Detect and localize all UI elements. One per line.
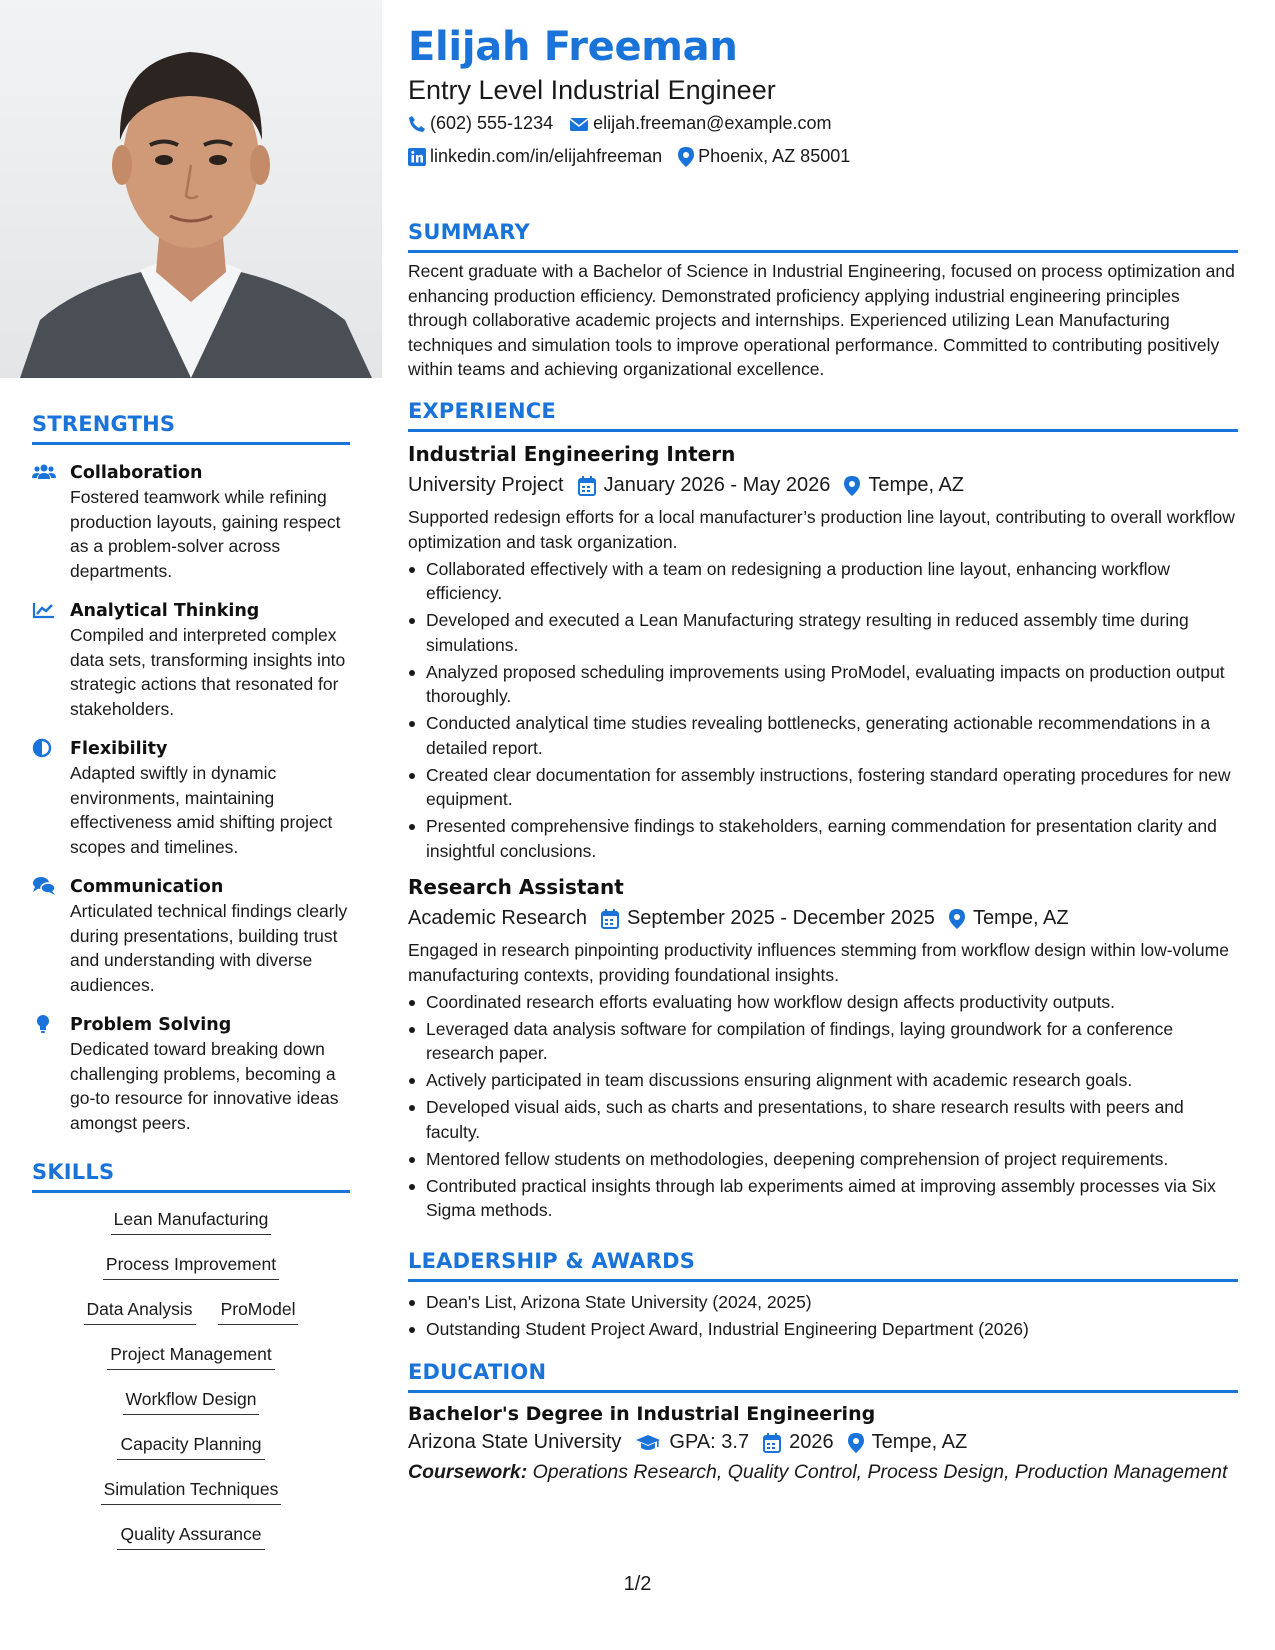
list-item: Leveraged data analysis software for compilation of findings, laying groundwork for a conference research paper.	[408, 1017, 1238, 1066]
contact-row	[408, 146, 850, 167]
job-dates: September 2025 - December 2025	[626, 907, 935, 929]
awards-heading: LEADERSHIP & AWARDS	[408, 1249, 696, 1273]
list-item: Collaborated effectively with a team on redesigning a production line layout, enhancing workflow efficiency.	[408, 557, 1238, 606]
job-org: Academic Research	[408, 907, 587, 929]
linkedin-link[interactable]: linkedin.com/in/elijahfreeman	[430, 146, 663, 166]
degree-title: Bachelor's Degree in Industrial Engineering	[408, 1403, 876, 1425]
list-item: Conducted analytical time studies revealing bottlenecks, generating actionable recommendations in a detailed report.	[408, 711, 1238, 760]
page-number: 1/2	[623, 1573, 652, 1595]
skill-tag: Simulation Techniques	[101, 1479, 282, 1505]
contact-row	[408, 113, 831, 134]
coursework-label: Coursework:	[408, 1461, 528, 1483]
map-pin-icon	[844, 476, 868, 496]
strength-title: Collaboration	[70, 463, 203, 483]
job-location: Tempe, AZ	[972, 907, 1069, 929]
job-entry	[408, 442, 1238, 863]
list-item: Presented comprehensive findings to stakeholders, earning commendation for presentation clarity and insightful conclusions.	[408, 814, 1238, 863]
list-item: Contributed practical insights through lab experiments aimed at improving assembly processes via Six Sigma methods.	[408, 1174, 1238, 1223]
section-rule	[408, 250, 1238, 253]
skill-tag: Project Management	[107, 1344, 274, 1370]
strength-item	[32, 599, 350, 721]
job-description: Supported redesign efforts for a local manufacturer’s production line layout, contributing to overall workflow optimization and task organization.	[408, 507, 1235, 552]
map-pin-icon	[848, 1433, 872, 1453]
list-item: Analyzed proposed scheduling improvements using ProModel, evaluating impacts on production output thoroughly.	[408, 660, 1238, 709]
calendar-icon	[763, 1433, 789, 1453]
experience-heading: EXPERIENCE	[408, 399, 556, 423]
calendar-icon	[578, 476, 604, 496]
section-rule	[408, 1279, 1238, 1282]
awards-list	[408, 1290, 1238, 1342]
skill-tag: ProModel	[218, 1299, 299, 1325]
map-pin-icon	[949, 909, 973, 929]
strength-description: Fostered teamwork while refining production layouts, gaining respect as a problem-solver across departments.	[70, 487, 341, 581]
strength-description: Dedicated toward breaking down challenging problems, becoming a go-to resource for innovative ideas amongst peers.	[70, 1039, 339, 1133]
skill-tag: Lean Manufacturing	[111, 1209, 272, 1235]
strength-item	[32, 461, 350, 583]
education-section	[408, 1360, 1238, 1485]
job-org: University Project	[408, 474, 564, 496]
job-bullets	[408, 557, 1238, 864]
chart-line-icon	[32, 600, 56, 620]
sidebar	[0, 0, 382, 1650]
job-title: Industrial Engineering Intern	[408, 442, 736, 466]
calendar-icon	[601, 909, 627, 929]
strength-title: Communication	[70, 877, 224, 897]
section-rule	[408, 429, 1238, 432]
list-item: Mentored fellow students on methodologies, deepening comprehension of project requirements.	[408, 1147, 1238, 1172]
lightbulb-icon	[32, 1014, 56, 1034]
list-item: Actively participated in team discussions ensuring alignment with academic research goals.	[408, 1068, 1238, 1093]
job-description: Engaged in research pinpointing productivity influences stemming from workflow design within low-volume manufacturing contexts, providing foundational insights.	[408, 940, 1229, 985]
coursework	[408, 1460, 1238, 1485]
skill-tag: Process Improvement	[103, 1254, 279, 1280]
section-rule	[408, 1390, 1238, 1393]
linkedin-icon	[408, 148, 426, 166]
strength-item	[32, 737, 350, 859]
list-item: Outstanding Student Project Award, Industrial Engineering Department (2026)	[408, 1317, 1238, 1342]
gpa-text: GPA: 3.7	[669, 1431, 750, 1453]
mail-icon	[569, 116, 589, 132]
skill-tag: Data Analysis	[84, 1299, 196, 1325]
education-location: Tempe, AZ	[871, 1431, 968, 1453]
strengths-heading: STRENGTHS	[32, 412, 176, 436]
list-item: Developed and executed a Lean Manufacturing strategy resulting in reduced assembly time during simulations.	[408, 608, 1238, 657]
strength-item	[32, 1013, 350, 1135]
job-meta	[408, 474, 1238, 497]
strengths-section	[32, 412, 350, 1135]
summary-section	[408, 220, 1238, 382]
experience-section	[408, 399, 1238, 1223]
job-meta	[408, 907, 1238, 930]
summary-heading: SUMMARY	[408, 220, 530, 244]
list-item: Developed visual aids, such as charts and presentations, to share research results with peers and faculty.	[408, 1095, 1238, 1144]
skill-tag: Quality Assurance	[117, 1524, 264, 1550]
section-rule	[32, 1190, 350, 1193]
graduation-cap-icon	[635, 1433, 669, 1453]
list-item: Dean's List, Arizona State University (2024, 2025)	[408, 1290, 1238, 1315]
strength-item	[32, 875, 350, 997]
summary-text: Recent graduate with a Bachelor of Science in Industrial Engineering, focused on process optimization and enhancing production efficiency. Demonstrated proficiency applying industrial engineering principles through collaborative academic projects and internships. Experienced utilizing Lean Manufacturing techniques and simulation tools to improve operational performance. Committed to contributing positively within teams and achieving organizational excellence.	[408, 261, 1235, 379]
candidate-name: Elijah Freeman	[408, 24, 738, 70]
job-dates: January 2026 - May 2026	[603, 474, 831, 496]
job-title: Research Assistant	[408, 875, 624, 899]
users-icon	[32, 462, 56, 482]
job-location: Tempe, AZ	[868, 474, 965, 496]
coursework-list: Operations Research, Quality Control, Process Design, Production Management	[527, 1461, 1228, 1483]
skills-section	[32, 1160, 350, 1563]
school-name: Arizona State University	[408, 1431, 622, 1453]
job-entry	[408, 875, 1238, 1223]
skill-tag: Capacity Planning	[117, 1434, 264, 1460]
skill-tag: Workflow Design	[123, 1389, 260, 1415]
candidate-role: Entry Level Industrial Engineer	[408, 75, 776, 105]
phone-link[interactable]: (602) 555-1234	[430, 113, 554, 133]
job-bullets	[408, 990, 1238, 1223]
strength-description: Compiled and interpreted complex data sets, transforming insights into strategic actions that resonated for stakeholders.	[70, 625, 346, 719]
half-circle-icon	[32, 738, 56, 758]
graduation-year: 2026	[789, 1431, 834, 1453]
chat-bubbles-icon	[32, 876, 56, 896]
email-link[interactable]: elijah.freeman@example.com	[593, 113, 832, 133]
strength-description: Adapted swiftly in dynamic environments, maintaining effectiveness amid shifting project scopes and timelines.	[70, 763, 333, 857]
skills-list	[32, 1203, 350, 1563]
skills-heading: SKILLS	[32, 1160, 115, 1184]
strength-description: Articulated technical findings clearly during presentations, building trust and understanding with diverse audiences.	[70, 901, 348, 995]
profile-photo	[0, 0, 382, 378]
education-meta	[408, 1431, 1238, 1454]
strength-title: Flexibility	[70, 739, 168, 759]
strength-title: Problem Solving	[70, 1015, 232, 1035]
map-pin-icon	[678, 147, 694, 167]
list-item: Coordinated research efforts evaluating how workflow design affects productivity outputs.	[408, 990, 1238, 1015]
section-rule	[32, 442, 350, 445]
strength-title: Analytical Thinking	[70, 601, 260, 621]
awards-section	[408, 1249, 1238, 1342]
phone-icon	[408, 115, 426, 133]
education-heading: EDUCATION	[408, 1360, 547, 1384]
location-text: Phoenix, AZ 85001	[698, 146, 851, 166]
list-item: Created clear documentation for assembly instructions, fostering standard operating procedures for new equipment.	[408, 763, 1238, 812]
